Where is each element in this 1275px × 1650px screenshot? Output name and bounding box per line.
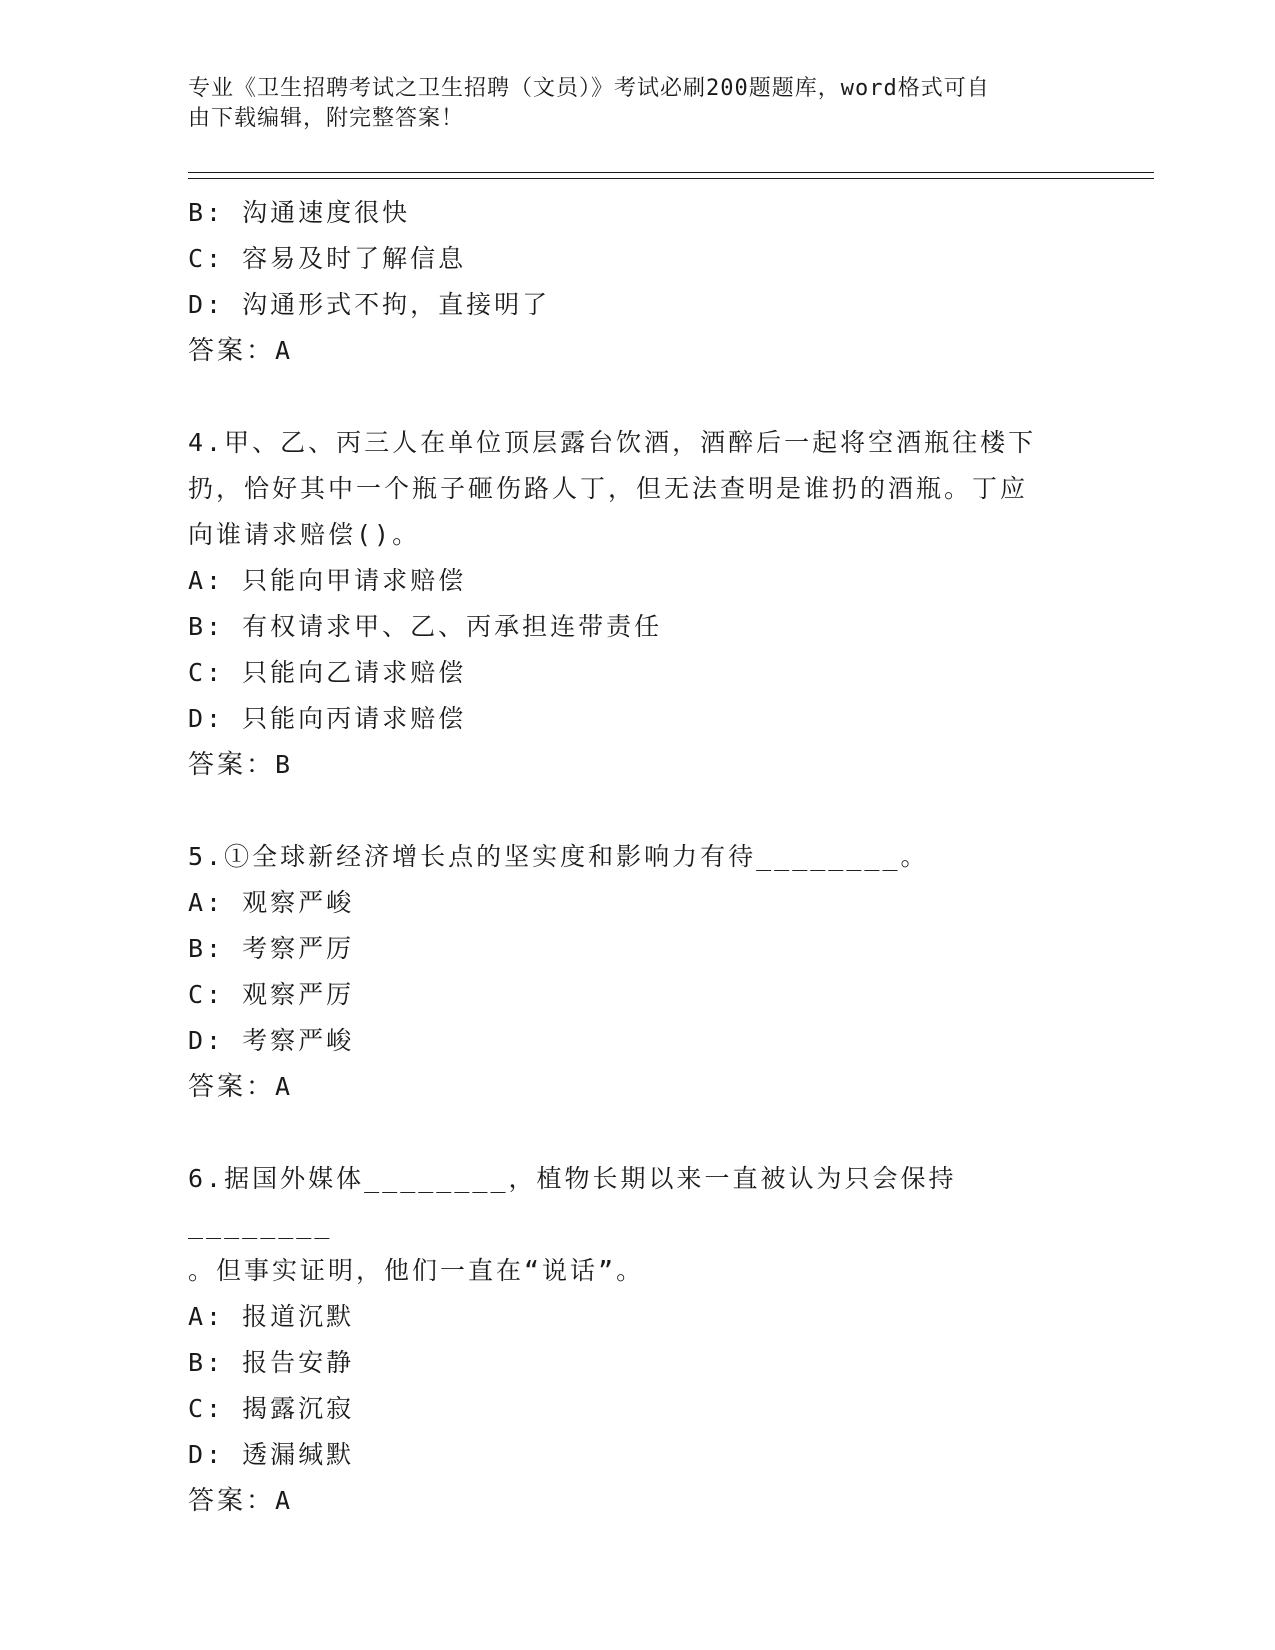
question-block-4 (188, 420, 1068, 788)
question-text-line: 向谁请求赔偿()。 (188, 520, 421, 549)
answer-line (188, 742, 1068, 788)
question-text-line: 6.据国外媒体________，植物长期以来一直被认为只会保持________ (188, 1164, 957, 1239)
question-text-line: 扔，恰好其中一个瓶子砸伤路人丁，但无法查明是谁扔的酒瓶。丁应 (188, 474, 1029, 503)
answer-value: A (275, 1486, 294, 1515)
answer-value: B (275, 750, 294, 779)
option-a: A: 只能向甲请求赔偿 (188, 566, 467, 595)
answer-value: A (275, 336, 294, 365)
option-b: B: 有权请求甲、乙、丙承担连带责任 (188, 612, 663, 641)
answer-label: 答案： (188, 750, 276, 780)
question-text (188, 834, 1068, 880)
option-c: C: 只能向乙请求赔偿 (188, 658, 467, 687)
question-block-3-continued (188, 190, 1068, 374)
option-d: D: 考察严峻 (188, 1026, 355, 1055)
question-text-line: 5.①全球新经济增长点的坚实度和影响力有待________。 (188, 842, 929, 871)
header-divider-bottom (188, 178, 1154, 179)
header-divider-top (188, 172, 1154, 173)
option-d: D: 沟通形式不拘，直接明了 (188, 290, 551, 319)
option-b: B: 考察严厉 (188, 934, 355, 963)
header-line-1: 专业《卫生招聘考试之卫生招聘（文员）》考试必刷200题题库，word格式可自 (188, 76, 990, 101)
option-a: A: 观察严峻 (188, 888, 355, 917)
header-line-2: 由下载编辑，附完整答案！ (188, 106, 465, 131)
answer-label: 答案： (188, 1072, 276, 1102)
option-c: C: 揭露沉寂 (188, 1394, 355, 1423)
answer-value: A (275, 1072, 294, 1101)
question-block-6 (188, 1156, 1068, 1524)
answer-label: 答案： (188, 336, 276, 366)
answer-label: 答案： (188, 1486, 276, 1516)
answer-line (188, 328, 1068, 374)
option-c: C: 观察严厉 (188, 980, 355, 1009)
answer-line (188, 1064, 1068, 1110)
answer-line (188, 1478, 1068, 1524)
option-c: C: 容易及时了解信息 (188, 244, 467, 273)
question-text (188, 1156, 1068, 1294)
option-b: B: 报告安静 (188, 1348, 355, 1377)
question-text (188, 420, 1068, 558)
option-d: D: 透漏缄默 (188, 1440, 355, 1469)
option-b: B: 沟通速度很快 (188, 198, 411, 227)
question-list (188, 190, 1068, 1524)
question-text-line: 4.甲、乙、丙三人在单位顶层露台饮酒，酒醉后一起将空酒瓶往楼下 (188, 428, 1037, 457)
question-text-line: 。但事实证明，他们一直在“说话”。 (188, 1256, 645, 1285)
document-header (188, 74, 1068, 134)
option-d: D: 只能向丙请求赔偿 (188, 704, 467, 733)
question-block-5 (188, 834, 1068, 1110)
option-a: A: 报道沉默 (188, 1302, 355, 1331)
